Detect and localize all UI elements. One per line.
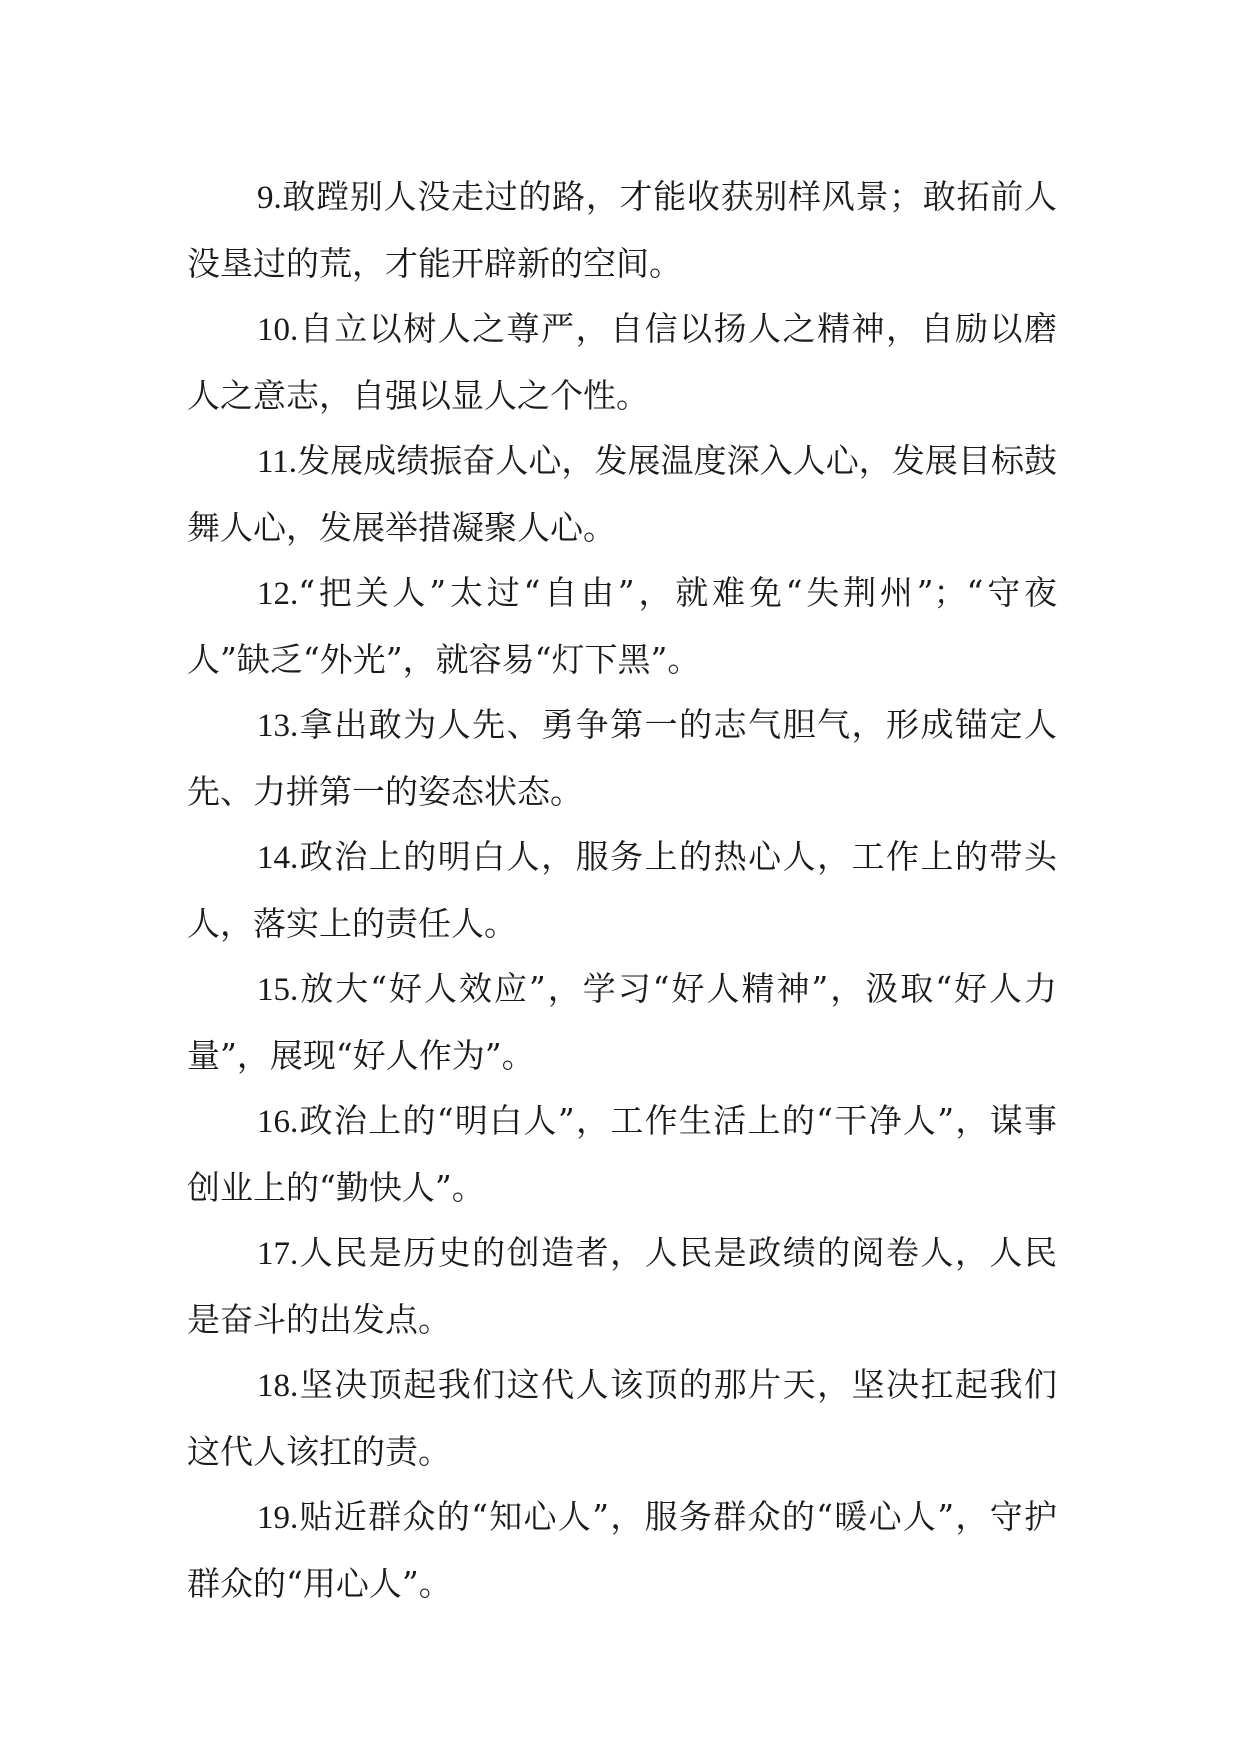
paragraph-text: 发展成绩振奋人心，发展温度深入人心，发展目标鼓舞人心，发展举措凝聚人心。 bbox=[187, 441, 1057, 547]
item-number: 15. bbox=[257, 972, 299, 1008]
item-number: 11. bbox=[257, 444, 298, 480]
paragraph-text: 人民是历史的创造者，人民是政绩的阅卷人，人民是奋斗的出发点。 bbox=[187, 1233, 1057, 1339]
paragraph-18 bbox=[187, 1352, 1057, 1484]
item-number: 18. bbox=[257, 1368, 299, 1404]
paragraph-text: 敢蹚别人没走过的路，才能收获别样风景；敢拓前人没垦过的荒，才能开辟新的空间。 bbox=[187, 177, 1057, 283]
paragraph-text: 坚决顶起我们这代人该顶的那片天，坚决扛起我们这代人该扛的责。 bbox=[187, 1365, 1057, 1471]
paragraph-text: 放大“好人效应”，学习“好人精神”，汲取“好人力量”，展现“好人作为”。 bbox=[187, 969, 1057, 1075]
paragraph-9 bbox=[187, 164, 1057, 296]
item-number: 17. bbox=[257, 1236, 299, 1272]
paragraph-text: 自立以树人之尊严，自信以扬人之精神，自励以磨人之意志，自强以显人之个性。 bbox=[187, 309, 1057, 415]
paragraph-19 bbox=[187, 1484, 1057, 1616]
item-number: 19. bbox=[257, 1500, 299, 1536]
document-body bbox=[187, 164, 1057, 1616]
paragraph-text: 政治上的“明白人”，工作生活上的“干净人”，谋事创业上的“勤快人”。 bbox=[187, 1101, 1057, 1207]
item-number: 9. bbox=[257, 180, 282, 216]
paragraph-11 bbox=[187, 428, 1057, 560]
paragraph-text: “把关人”太过“自由”，就难免“失荆州”；“守夜人”缺乏“外光”，就容易“灯下黑”。 bbox=[187, 573, 1057, 679]
paragraph-17 bbox=[187, 1220, 1057, 1352]
paragraph-12 bbox=[187, 560, 1057, 692]
paragraph-14 bbox=[187, 824, 1057, 956]
paragraph-text: 贴近群众的“知心人”，服务群众的“暖心人”，守护群众的“用心人”。 bbox=[187, 1497, 1057, 1603]
paragraph-text: 拿出敢为人先、勇争第一的志气胆气，形成锚定人先、力拼第一的姿态状态。 bbox=[187, 705, 1057, 811]
paragraph-15 bbox=[187, 956, 1057, 1088]
item-number: 16. bbox=[257, 1104, 299, 1140]
paragraph-13 bbox=[187, 692, 1057, 824]
item-number: 12. bbox=[257, 576, 299, 612]
paragraph-10 bbox=[187, 296, 1057, 428]
item-number: 10. bbox=[257, 312, 299, 348]
item-number: 13. bbox=[257, 708, 299, 744]
item-number: 14. bbox=[257, 840, 299, 876]
paragraph-text: 政治上的明白人，服务上的热心人，工作上的带头人，落实上的责任人。 bbox=[187, 837, 1057, 943]
paragraph-16 bbox=[187, 1088, 1057, 1220]
